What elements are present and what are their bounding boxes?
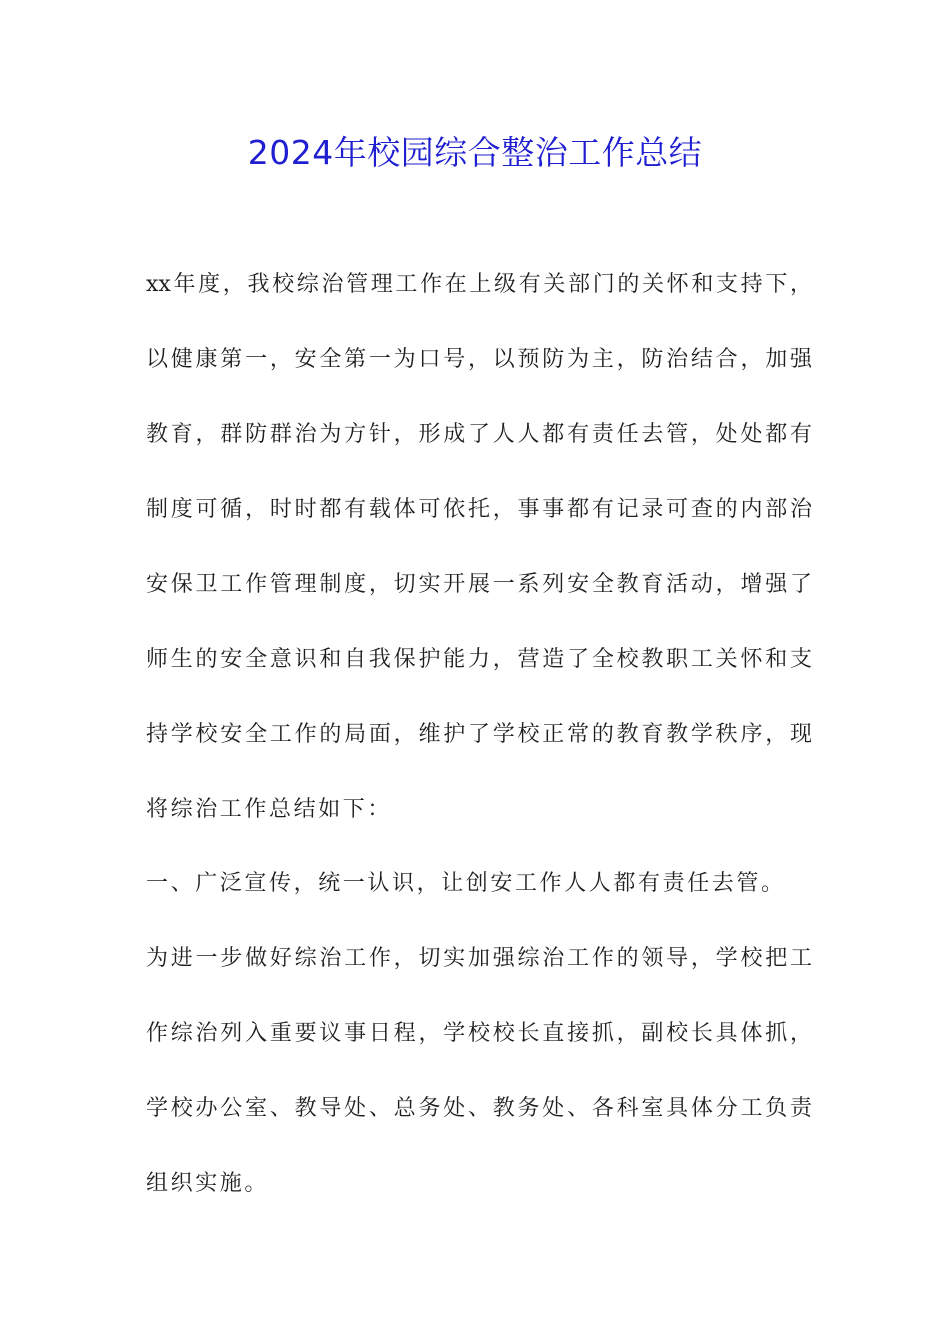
body-line: 作综治列入重要议事日程，学校校长直接抓，副校长具体抓，: [146, 1021, 812, 1046]
body-line: 师生的安全意识和自我保护能力，营造了全校教职工关怀和支: [146, 647, 812, 672]
body-line: xx年度，我校综治管理工作在上级有关部门的关怀和支持下，: [146, 272, 812, 297]
body-line: 为进一步做好综治工作，切实加强综治工作的领导，学校把工: [146, 946, 812, 971]
body-line: 以健康第一，安全第一为口号，以预防为主，防治结合，加强: [146, 347, 812, 372]
body-line: 组织实施。: [146, 1171, 270, 1196]
body-line: 安保卫工作管理制度，切实开展一系列安全教育活动，增强了: [146, 572, 812, 597]
body-line: 学校办公室、教导处、总务处、教务处、各科室具体分工负责: [146, 1096, 812, 1121]
section-heading: 一、广泛宣传，统一认识，让创安工作人人都有责任去管。: [146, 871, 786, 896]
body-line: 将综治工作总结如下：: [146, 797, 393, 822]
body-line: 制度可循，时时都有载体可依托，事事都有记录可查的内部治: [146, 497, 812, 522]
body-line: 持学校安全工作的局面，维护了学校正常的教育教学秩序，现: [146, 722, 812, 747]
body-line: 教育，群防群治为方针，形成了人人都有责任去管，处处都有: [146, 422, 812, 447]
document-title: 2024年校园综合整治工作总结: [247, 133, 703, 172]
